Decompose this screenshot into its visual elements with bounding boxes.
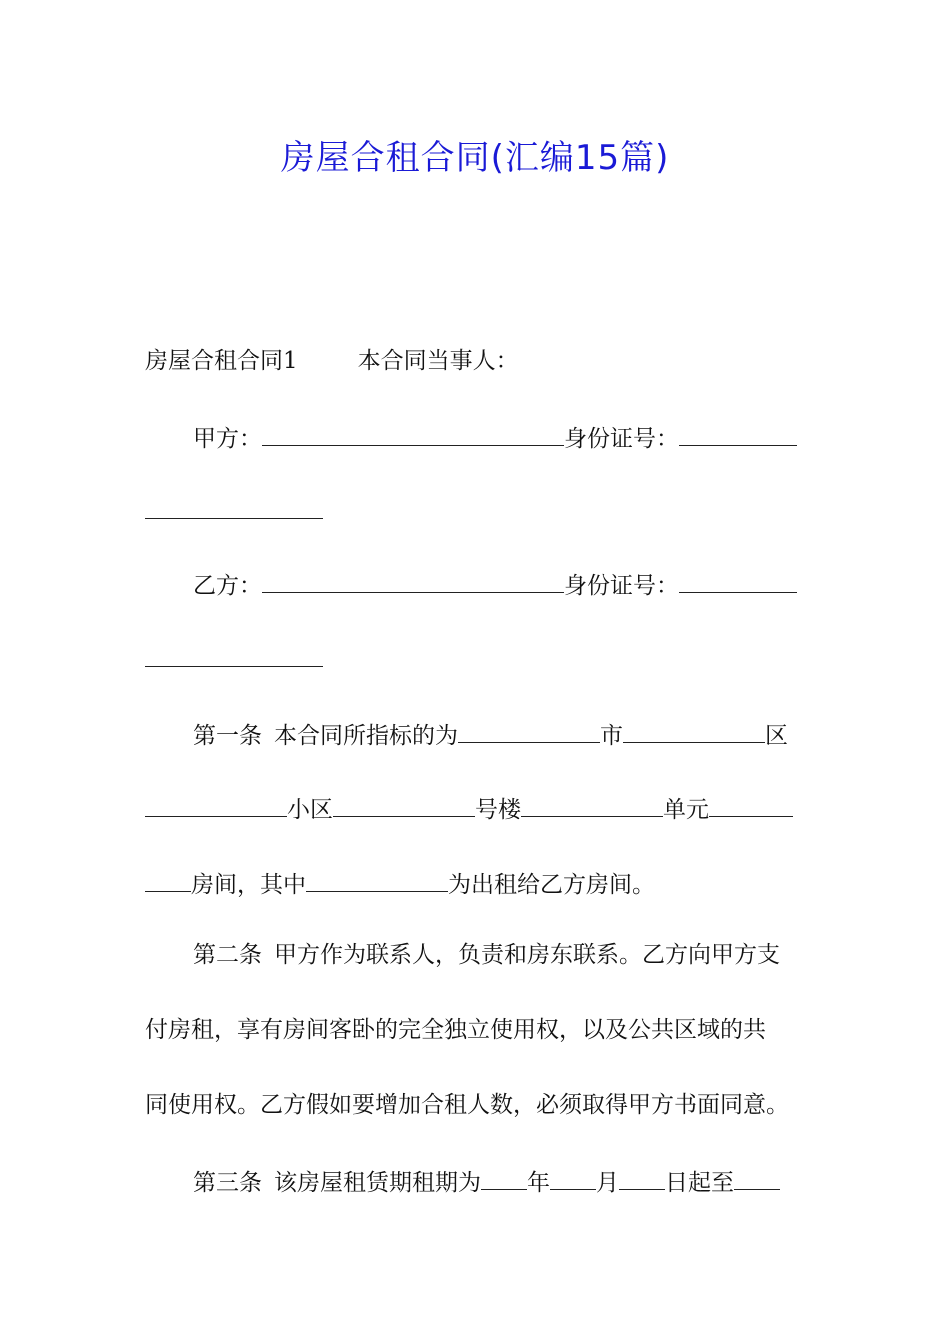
year-label: 年: [527, 1170, 550, 1196]
day-from-label: 日起至: [665, 1170, 734, 1196]
party-b-name-blank: [262, 568, 564, 593]
article1-line3: [145, 867, 807, 900]
party-a-id-label: 身份证号：: [564, 426, 679, 452]
end-date-blank: [734, 1165, 780, 1190]
district-blank: [623, 718, 765, 743]
room-blank: [709, 792, 793, 817]
intro-line: [145, 346, 807, 376]
article2-text1: 甲方作为联系人，负责和房东联系。乙方向甲方支: [274, 942, 780, 968]
day-blank: [619, 1165, 665, 1190]
city-label: 市: [600, 723, 623, 749]
unit-label: 单元: [663, 797, 709, 823]
party-a-name-blank: [262, 421, 564, 446]
article2-label: 第二条: [193, 942, 262, 968]
article1-label: 第一条: [193, 723, 262, 749]
room-label: 房间，其中: [191, 872, 306, 898]
parties-label: 本合同当事人：: [357, 348, 519, 374]
unit-blank: [521, 792, 663, 817]
article1-line1: [193, 718, 807, 751]
article1-line2: [145, 792, 807, 825]
contract-heading: 房屋合租合同1: [145, 348, 298, 374]
city-blank: [458, 718, 600, 743]
party-a-id-blank: [679, 421, 797, 446]
party-b-id-blank-cont: [145, 665, 323, 667]
rent-room-blank: [306, 867, 448, 892]
community-label: 小区: [287, 797, 333, 823]
party-b-label: 乙方：: [193, 573, 262, 599]
party-b-line: [193, 568, 807, 601]
building-label: 号楼: [475, 797, 521, 823]
district-label: 区: [765, 723, 788, 749]
month-label: 月: [596, 1170, 619, 1196]
party-a-line: [193, 421, 807, 454]
article3-text: 该房屋租赁期租期为: [274, 1170, 481, 1196]
party-b-id-label: 身份证号：: [564, 573, 679, 599]
article3-line1: [193, 1165, 807, 1198]
community-blank: [145, 792, 287, 817]
article3-label: 第三条: [193, 1170, 262, 1196]
article2-line3: 同使用权。乙方假如要增加合租人数，必须取得甲方书面同意。: [145, 1092, 789, 1118]
month-blank: [550, 1165, 596, 1190]
building-blank: [333, 792, 475, 817]
year-blank: [481, 1165, 527, 1190]
article2-line1: [193, 940, 807, 970]
party-a-label: 甲方：: [193, 426, 262, 452]
document-title: 房屋合租合同(汇编15篇): [280, 138, 670, 178]
article2-line2: 付房租，享有房间客卧的完全独立使用权，以及公共区域的共: [145, 1017, 766, 1043]
party-b-id-blank: [679, 568, 797, 593]
party-a-id-blank-cont: [145, 517, 323, 519]
rent-to-b-text: 为出租给乙方房间。: [448, 872, 655, 898]
article1-text: 本合同所指标的为: [274, 723, 458, 749]
room-blank-cont: [145, 867, 191, 892]
